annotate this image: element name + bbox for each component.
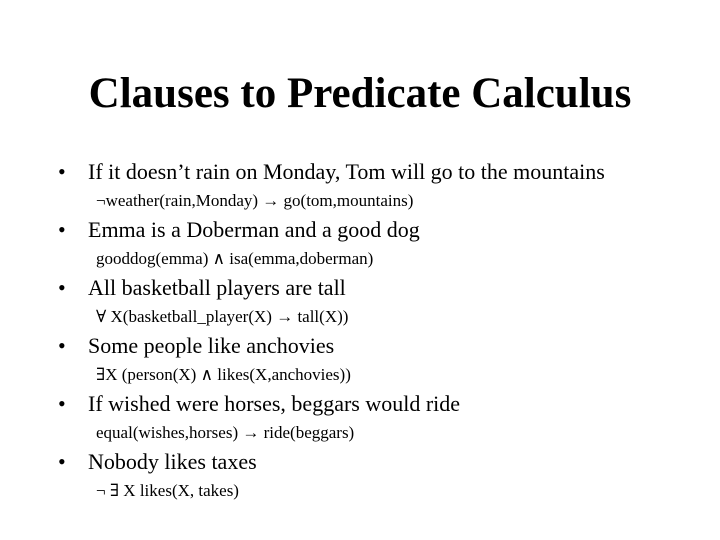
bullet-text-line [58,387,460,421]
list-item [58,329,708,387]
statement-text: Emma is a Doberman and a good dog [88,217,420,242]
statement-text: If it doesn’t rain on Monday, Tom will go to the mountains [88,159,605,184]
slide-title: Clauses to Predicate Calculus [88,70,632,117]
bullet-icon: • [58,217,66,242]
bullet-icon: • [58,391,66,416]
list-item [58,155,708,213]
bullet-list [58,155,708,503]
predicate-formula: ¬weather(rain,Monday) → go(tom,mountains) [96,191,414,210]
bullet-text-line [58,271,346,305]
statement-text: Nobody likes taxes [88,449,257,474]
bullet-icon: • [58,159,66,184]
bullet-icon: • [58,333,66,358]
bullet-icon: • [58,275,66,300]
list-item [58,445,708,503]
list-item [58,271,708,329]
predicate-formula: ¬ ∃ X likes(X, takes) [96,481,239,500]
bullet-text-line [58,329,334,363]
predicate-formula: equal(wishes,horses) → ride(beggars) [96,423,355,442]
statement-text: All basketball players are tall [88,275,346,300]
predicate-formula: gooddog(emma) ∧ isa(emma,doberman) [96,249,374,268]
bullet-text-line [58,445,257,479]
list-item [58,213,708,271]
list-item [58,387,708,445]
bullet-text-line [58,155,605,189]
predicate-formula: ∃X (person(X) ∧ likes(X,anchovies)) [96,365,351,384]
predicate-formula: ∀ X(basketball_player(X) → tall(X)) [96,307,349,326]
bullet-icon: • [58,449,66,474]
statement-text: Some people like anchovies [88,333,335,358]
statement-text: If wished were horses, beggars would ride [88,391,461,416]
bullet-text-line [58,213,420,247]
